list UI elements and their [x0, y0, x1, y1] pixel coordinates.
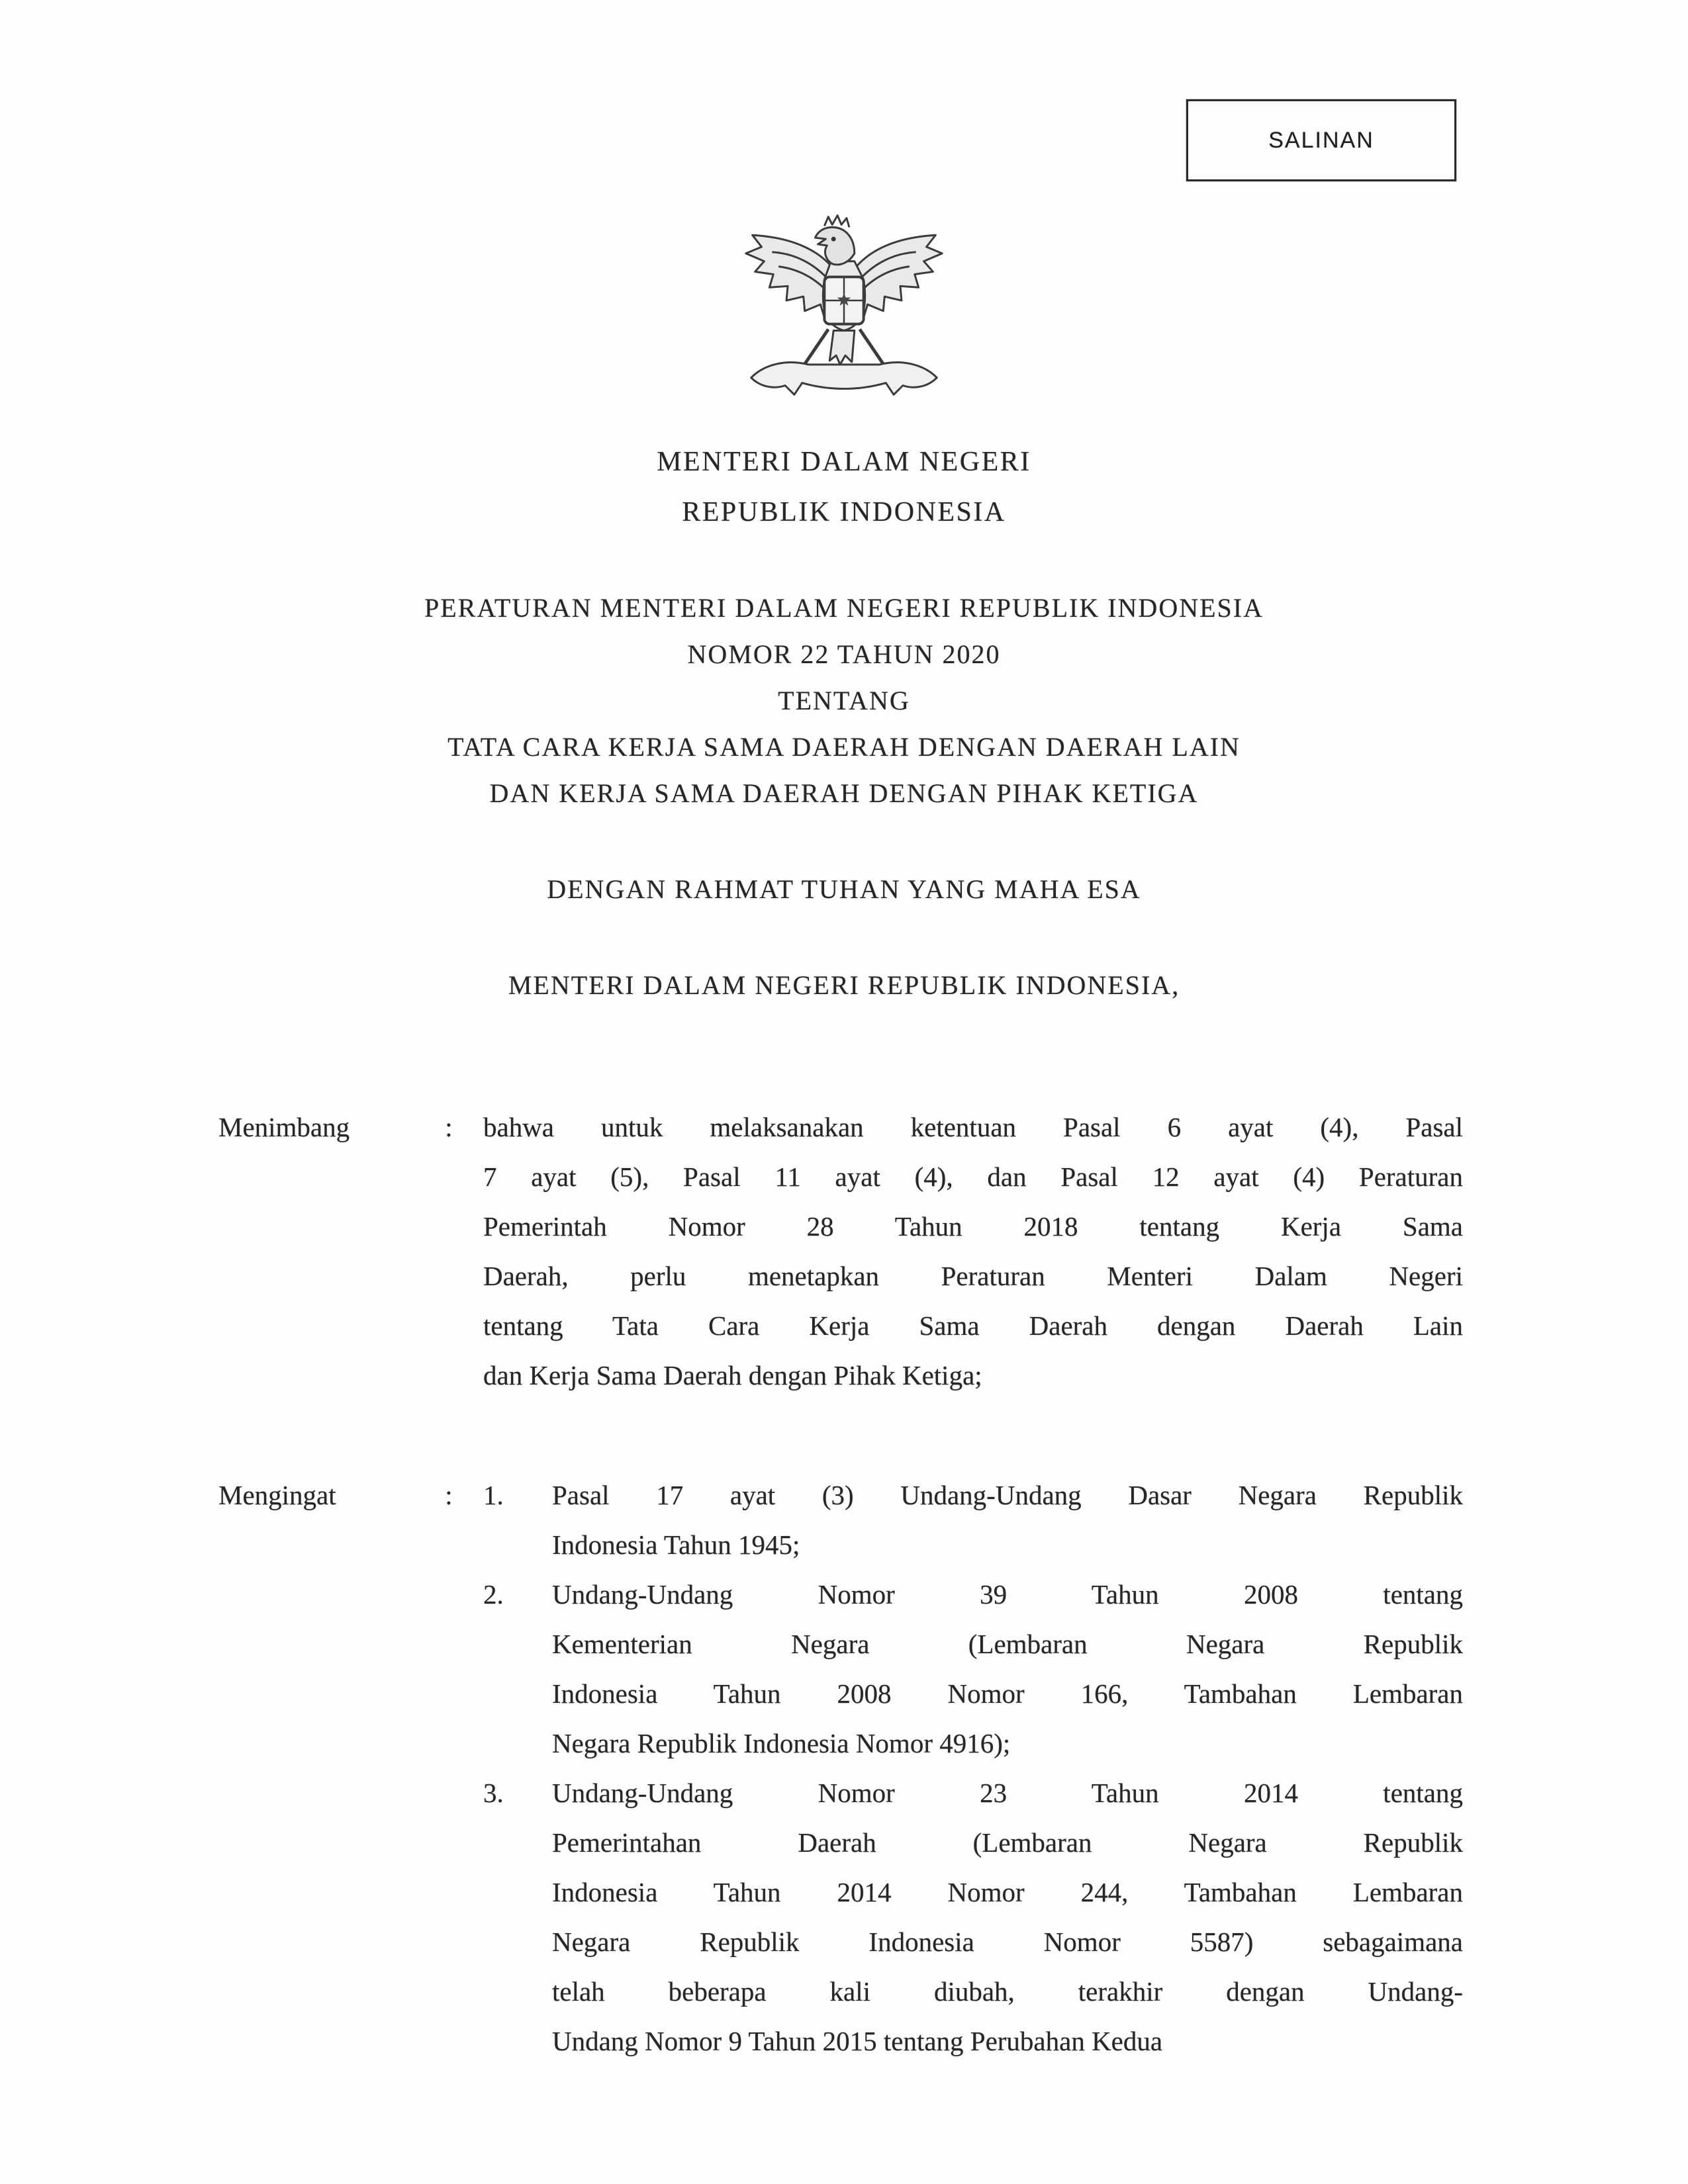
- considering-section: [218, 1103, 1463, 1400]
- item-line: telah beberapa kali diubah, terakhir dengan Undang-: [552, 1976, 1463, 2007]
- considering-line: dan Kerja Sama Daerah dengan Pihak Ketiga;: [483, 1360, 982, 1390]
- item-line: Kementerian Negara (Lembaran Negara Republik: [552, 1629, 1463, 1659]
- considering-paragraph: [483, 1103, 1463, 1400]
- item-text: [552, 1471, 1463, 1570]
- item-line: Indonesia Tahun 2014 Nomor 244, Tambahan Lembaran: [552, 1877, 1463, 1907]
- considering-line: Pemerintah Nomor 28 Tahun 2018 tentang Kerja Sama: [483, 1211, 1463, 1242]
- title-line-4: TATA CARA KERJA SAMA DAERAH DENGAN DAERAH LAIN: [447, 732, 1241, 762]
- item-line: Indonesia Tahun 2008 Nomor 166, Tambahan Lembaran: [552, 1678, 1463, 1709]
- item-line: Undang-Undang Nomor 39 Tahun 2008 tentang: [552, 1579, 1463, 1610]
- title-line-1: PERATURAN MENTERI DALAM NEGERI REPUBLIK INDONESIA: [424, 593, 1264, 623]
- considering-label: Menimbang: [218, 1112, 350, 1142]
- legal-basis-item-3: [483, 1768, 1463, 2066]
- legal-basis-list: [483, 1471, 1463, 2066]
- considering-line: 7 ayat (5), Pasal 11 ayat (4), dan Pasal 12 ayat (4) Peraturan: [483, 1161, 1463, 1192]
- item-line: Negara Republik Indonesia Nomor 4916);: [552, 1728, 1011, 1758]
- ministry-country: REPUBLIK INDONESIA: [682, 497, 1006, 527]
- item-line: Negara Republik Indonesia Nomor 5587) sebagaimana: [552, 1927, 1463, 1957]
- ministry-name: MENTERI DALAM NEGERI: [657, 447, 1031, 477]
- considering-line: bahwa untuk melaksanakan ketentuan Pasal 6 ayat (4), Pasal: [483, 1112, 1463, 1142]
- item-number: 3.: [483, 1778, 504, 1808]
- invocation-line: DENGAN RAHMAT TUHAN YANG MAHA ESA: [547, 874, 1141, 904]
- title-line-5: DAN KERJA SAMA DAERAH DENGAN PIHAK KETIGA: [489, 778, 1199, 808]
- item-number: 2.: [483, 1579, 504, 1610]
- considering-line: Daerah, perlu menetapkan Peraturan Menteri Dalam Negeri: [483, 1261, 1463, 1291]
- garuda-pancasila-emblem: [733, 196, 955, 409]
- legal-basis-item-1: [483, 1471, 1463, 1570]
- salinan-stamp: [1186, 99, 1456, 181]
- garuda-pancasila-icon: [733, 196, 955, 409]
- preamble-body: [218, 1103, 1463, 2066]
- title-line-3: TENTANG: [778, 686, 910, 715]
- item-line: Pasal 17 ayat (3) Undang-Undang Dasar Negara Republik: [552, 1480, 1463, 1510]
- item-text: [552, 1570, 1463, 1768]
- recalling-label: Mengingat: [218, 1480, 336, 1510]
- considering-line: tentang Tata Cara Kerja Sama Daerah dengan Daerah Lain: [483, 1310, 1463, 1341]
- issuing-authority-line: MENTERI DALAM NEGERI REPUBLIK INDONESIA,: [508, 970, 1180, 1000]
- recalling-section: [218, 1471, 1463, 2066]
- item-text: [552, 1768, 1463, 2066]
- item-line: Undang-Undang Nomor 23 Tahun 2014 tentang: [552, 1778, 1463, 1808]
- ministry-header: [0, 437, 1688, 537]
- regulation-title: [0, 585, 1688, 817]
- legal-basis-item-2: [483, 1570, 1463, 1768]
- salinan-stamp-label: SALINAN: [1268, 127, 1374, 153]
- recalling-colon: :: [445, 1480, 453, 1510]
- item-number: 1.: [483, 1480, 504, 1510]
- title-line-2: NOMOR 22 TAHUN 2020: [687, 639, 1001, 669]
- item-line: Pemerintahan Daerah (Lembaran Negara Republik: [552, 1827, 1463, 1858]
- considering-colon: :: [445, 1112, 453, 1142]
- item-line: Indonesia Tahun 1945;: [552, 1529, 800, 1560]
- item-line: Undang Nomor 9 Tahun 2015 tentang Perubahan Kedua: [552, 2026, 1163, 2056]
